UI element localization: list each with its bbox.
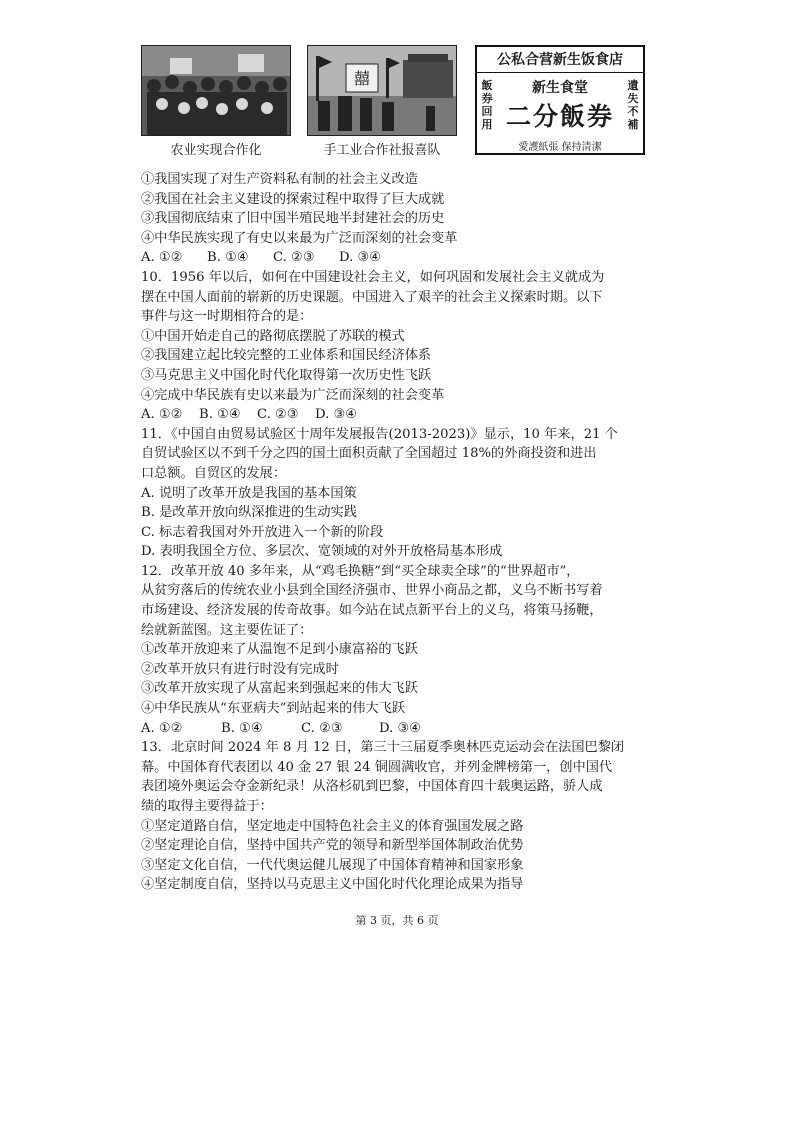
svg-text:囍: 囍	[353, 69, 371, 88]
option-c: C. ②③	[301, 720, 343, 736]
parade-photo	[307, 45, 457, 136]
question-9	[141, 170, 663, 268]
statement-item: ③我国彻底结束了旧中国半殖民地半封建社会的历史	[141, 211, 445, 227]
question-10	[141, 268, 663, 425]
question-stem: 从贫穷落后的传统农业小县到全国经济强市、世界小商品之都，义乌不断书写着	[141, 583, 603, 599]
statement-item: ①中国开始走自己的路彻底摆脱了苏联的模式	[141, 328, 405, 344]
photo-agricultural-cooperation	[141, 45, 291, 158]
question-stem: 绘就新蓝图。这主要佐证了：	[141, 622, 313, 638]
question-11	[141, 425, 663, 562]
option-a: A. 说明了改革开放是我国的基本国策	[141, 485, 357, 501]
statement-item: ②我国建立起比较完整的工业体系和国民经济体系	[141, 348, 432, 364]
photo-caption: 农业实现合作化	[170, 143, 262, 158]
option-b: B. ①④	[199, 407, 241, 423]
question-stem: 13．北京时间 2024 年 8 月 12 日，第三十三届夏季奥林匹克运动会在法国巴黎闭	[141, 740, 625, 756]
option-c: C. ②③	[257, 407, 299, 423]
option-b: B. ①④	[221, 720, 263, 736]
photo-caption: 手工业合作社报喜队	[323, 143, 441, 158]
statement-item: ③坚定文化自信，一代代奥运健儿展现了中国体育精神和国家形象	[141, 857, 524, 873]
statement-item: ①改革开放迎来了从温饱不足到小康富裕的飞跃	[141, 642, 418, 658]
option-b: B. ①④	[207, 250, 249, 266]
option-d: D. ③④	[315, 407, 358, 423]
option-d: D. ③④	[339, 250, 382, 266]
coupon-header: 公私合营新生饭食店	[477, 47, 643, 73]
option-d: D. ③④	[379, 720, 422, 736]
answer-options	[141, 719, 663, 739]
option-a: A. ①②	[141, 407, 183, 423]
question-12	[141, 562, 663, 738]
option-d: D. 表明我国全方位、多层次、宽领域的对外开放格局基本形成	[141, 544, 503, 560]
coupon-footer: 愛護紙張 保持清潔	[518, 142, 602, 153]
question-stem: 市场建设、经济发展的传奇故事。如今站在试点新平台上的义乌，将策马扬鞭，	[141, 603, 603, 619]
statement-item: ④坚定制度自信，坚持以马克思主义中国化时代化理论成果为指导	[141, 877, 524, 893]
statement-item: ④中华民族从“东亚病夫”到站起来的伟大飞跃	[141, 701, 406, 717]
crowd-photo-graphic	[142, 46, 291, 136]
question-stem: 摆在中国人面前的崭新的历史课题。中国进入了艰辛的社会主义探索时期。以下	[141, 289, 603, 305]
crowd-photo	[141, 45, 291, 136]
parade-photo-graphic	[308, 46, 457, 136]
question-stem: 表团境外奥运会夺金新纪录！从洛杉矶到巴黎，中国体育四十载奥运路，骄人成	[141, 779, 603, 795]
meal-coupon-image	[475, 45, 645, 155]
answer-options	[141, 248, 663, 268]
option-c: C. ②③	[273, 250, 315, 266]
question-stem: 12．改革开放 40 多年来，从“鸡毛换糖”到“买全球卖全球”的“世界超市”，	[141, 563, 580, 579]
question-stem: 11．《中国自由贸易试验区十周年发展报告(2013-2023)》显示，10 年来，21 个	[141, 426, 618, 442]
option-c: C. 标志着我国对外开放进入一个新的阶段	[141, 524, 384, 540]
statement-item: ④中华民族实现了有史以来最为广泛而深刻的社会变革	[141, 230, 458, 246]
option-a: A. ①②	[141, 720, 183, 736]
question-13	[141, 738, 663, 895]
photo-handicraft-cooperative	[307, 45, 457, 158]
question-stem: 幕。中国体育代表团以 40 金 27 银 24 铜圆满收官，并列金牌榜第一，创中国代	[141, 759, 613, 775]
statement-item: ①我国实现了对生产资料私有制的社会主义改造	[141, 172, 418, 187]
question-stem: 10．1956 年以后，如何在中国建设社会主义，如何巩固和发展社会主义就成为	[141, 269, 605, 285]
statement-item: ②改革开放只有进行时没有完成时	[141, 661, 339, 677]
statement-item: ②我国在社会主义建设的探索过程中取得了巨大成就	[141, 191, 445, 207]
page-number: 第 3 页，共 6 页	[355, 914, 439, 927]
option-a: A. ①②	[141, 250, 183, 266]
question-stem: 事件与这一时期相符合的是：	[141, 309, 313, 325]
coupon-right-text: 遺失不補	[627, 79, 639, 131]
statement-item: ④完成中华民族有史以来最为广泛而深刻的社会变革	[141, 387, 445, 403]
question-stem: 自贸试验区以不到千分之四的国土面积贡献了全国超过 18%的外商投资和进出	[141, 446, 597, 462]
coupon-title: 新生食堂	[532, 80, 588, 96]
coupon-left-text: 飯券回用	[481, 79, 493, 131]
question-stem: 口总额。自贸区的发展：	[141, 465, 287, 481]
statement-item: ①坚定道路自信，坚定地走中国特色社会主义的体育强国发展之路	[141, 818, 524, 834]
answer-options	[141, 405, 663, 425]
statement-item: ③改革开放实现了从富起来到强起来的伟大飞跃	[141, 681, 418, 697]
option-b: B. 是改革开放向纵深推进的生动实践	[141, 505, 357, 521]
coupon-value: 二分飯券	[505, 102, 614, 131]
statement-item: ③马克思主义中国化时代化取得第一次历史性飞跃	[141, 367, 432, 383]
exam-content	[141, 170, 663, 895]
question-stem: 绩的取得主要得益于：	[141, 799, 273, 814]
statement-item: ②坚定理论自信，坚持中国共产党的领导和新型举国体制政治优势	[141, 838, 524, 854]
coupon-body	[477, 73, 643, 157]
